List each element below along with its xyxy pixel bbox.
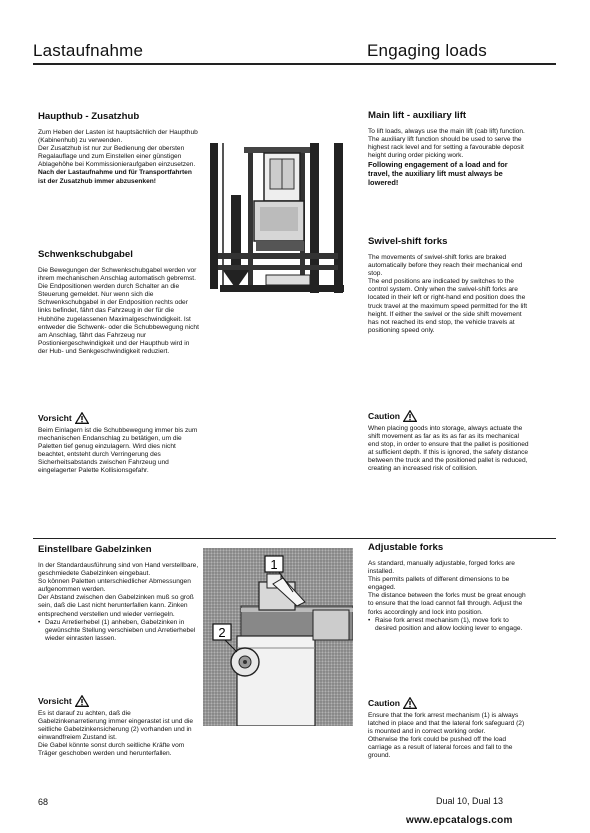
en-swivel-p1: The movements of swivel-shift forks are braked automatically before they reach their mechanical end stop. (368, 254, 523, 278)
en-caution-text: When placing goods into storage, always actuate the shift movement as far as its as far as its mechanical end stop, in order to ensure that the pallet is positioned at sufficient depth. If this is ignored, the safety distance between the truck and the positioned pallet is reduced, creating an increased risk of collision. (368, 425, 529, 473)
de-forks-caution-p1: Es ist darauf zu achten, daß die Gabelzinkenarretierung immer eingerastet ist und die seitliche Gabelzinkensicherung (2) vorhanden und in einwandfreiem Zustand ist. (38, 710, 194, 742)
en-forks-heading: Adjustable forks (368, 542, 444, 553)
de-swivel-p2: Die Endpositionen werden durch Schalter an die Steuerung gemeldet. Nur wenn sich die Schwenkschubgabel in der Endposition rechts oder links befindet, fährt das Fahrzeug in der für die Hubhöhe zugelassenen Maximalgeschwindigkeit. Ist entweder die Schwenk- oder die Schubbewegung nicht am Anschlag, fährt das Fahrzeug nur Postioniergeschwindigkeit und der Haupthub wird in der Hub- und Senkgeschwindigkeit reduziert. (38, 283, 199, 355)
truck-fork-illustration (204, 139, 348, 303)
de-forks-caution-p2: Die Gabel könnte sonst durch seitliche Kräfte vom Träger geschoben werden und herunterfallen. (38, 742, 185, 758)
en-forks-caution-label: Caution (368, 698, 400, 708)
de-caution-label: Vorsicht (38, 413, 72, 423)
en-swivel-caution (368, 410, 529, 474)
warning-triangle-icon (75, 412, 89, 424)
de-swivel-heading: Schwenkschubgabel (38, 249, 133, 260)
de-forks-heading: Einstellbare Gabelzinken (38, 544, 152, 555)
en-main-lift-warning: Following engagement of a load and for travel, the auxiliary lift must always be lowered! (368, 160, 508, 188)
de-swivel-section (38, 249, 200, 356)
section-divider (33, 538, 556, 539)
de-main-lift-p2: Der Zusatzhub ist nur zur Bedienung der obersten Regalauflage und zum Einstellen einer günstigen Ablagehöhe bei Kommissionieraufgaben einzusetzen. (38, 145, 196, 169)
page-title-en: Engaging loads (367, 41, 488, 60)
en-column-top (368, 110, 529, 187)
website-watermark: www.epcatalogs.com (406, 815, 513, 826)
de-main-lift-warning: Nach der Lastaufnahme und für Transportfahrten ist der Zusatzhub immer abzusenken! (38, 169, 192, 185)
en-main-lift-p2: The auxiliary lift function should be used to serve the highest rack level and for setting a favourable deposit height during order picking work. (368, 136, 524, 160)
en-forks-caution-p2: Otherwise the fork could be pushed off the load carriage as a result of lateral forces and fall to the ground. (368, 736, 513, 760)
fork-arrest-illustration (203, 548, 353, 726)
en-forks-p2: This permits pallets of different dimensions to be engaged. (368, 576, 510, 592)
en-swivel-section (368, 236, 529, 335)
figure-label-2: 2 (218, 625, 226, 640)
de-caution-text: Beim Einlagern ist die Schubbewegung immer bis zum mechanischen Endanschlag zu betätigen, um die Paletten tief genug einzulagern. Wird dies nicht beachtet, entsteht durch Verringerung des Sicherheitsabstands zwischen Fahrzeug und eingelagerter Palette Kollisionsgefahr. (38, 427, 198, 475)
en-main-lift-heading: Main lift - auxiliary lift (368, 110, 467, 121)
en-forks-p3: The distance between the forks must be great enough to ensure that the load cannot fall through. Adjust the forks accordingly and lock into position. (368, 592, 526, 616)
header-rule (33, 63, 556, 65)
de-swivel-caution (38, 412, 200, 476)
de-swivel-p1: Die Bewegungen der Schwenkschubgabel werden vor ihrem mechanischen Anschlag automatisch gebremst. (38, 267, 197, 283)
de-column-top (38, 111, 200, 186)
de-forks-section (38, 544, 200, 643)
model-name: Dual 10, Dual 13 (436, 796, 504, 806)
warning-triangle-icon (403, 697, 417, 709)
page-number: 68 (38, 797, 49, 807)
en-forks-caution (368, 697, 529, 761)
de-forks-caution (38, 695, 200, 759)
de-main-lift-p1: Zum Heben der Lasten ist hauptsächlich der Haupthub (Kabinenhub) zu verwenden. (38, 129, 198, 145)
de-main-lift-heading: Haupthub - Zusatzhub (38, 111, 140, 122)
en-swivel-heading: Swivel-shift forks (368, 236, 448, 247)
warning-triangle-icon (403, 410, 417, 422)
en-forks-caution-p1: Ensure that the fork arrest mechanism (1) is always latched in place and that the lateral fork safeguard (2) is mounted and in correct working order. (368, 712, 525, 736)
figure-label-1: 1 (270, 557, 278, 572)
en-swivel-p2: The end positions are indicated by switches to the control system. Only when the swivel-shift forks are located in their left or right-hand end position does the truck travel at the maximum speed permitted for the lift height. If either the swivel or the side shift movement has not reached its end stop, the vehicle travels at positioning speed only. (368, 278, 528, 334)
en-forks-p1: As standard, manually adjustable, forged forks are installed. (368, 560, 515, 576)
page-title-de: Lastaufnahme (33, 41, 144, 60)
de-forks-p2: So können Paletten unterschiedlicher Abmessungen aufgenommen werden. (38, 578, 191, 594)
warning-triangle-icon (75, 695, 89, 707)
de-forks-caution-label: Vorsicht (38, 696, 72, 706)
en-main-lift-p1: To lift loads, always use the main lift (cab lift) function. (368, 128, 525, 135)
de-forks-bullet: • Dazu Arretierhebel (1) anheben, Gabelzinken in gewünschte Stellung verschieben und Arretierhebel wieder einrasten lassen. (38, 619, 200, 643)
de-forks-p3: Der Abstand zwischen den Gabelzinken muß so groß sein, daß die Last nicht herunterfallen kann. Zinken entsprechend verstellen und wieder verriegeln. (38, 594, 194, 618)
en-caution-label: Caution (368, 411, 400, 421)
en-forks-section (368, 542, 529, 633)
de-forks-p1: In der Standardausführung sind von Hand verstellbare, geschmiedete Gabelzinken eingebaut. (38, 562, 199, 578)
en-forks-bullet: • Raise fork arrest mechanism (1), move fork to desired position and allow locking lever to engage. (368, 617, 529, 633)
